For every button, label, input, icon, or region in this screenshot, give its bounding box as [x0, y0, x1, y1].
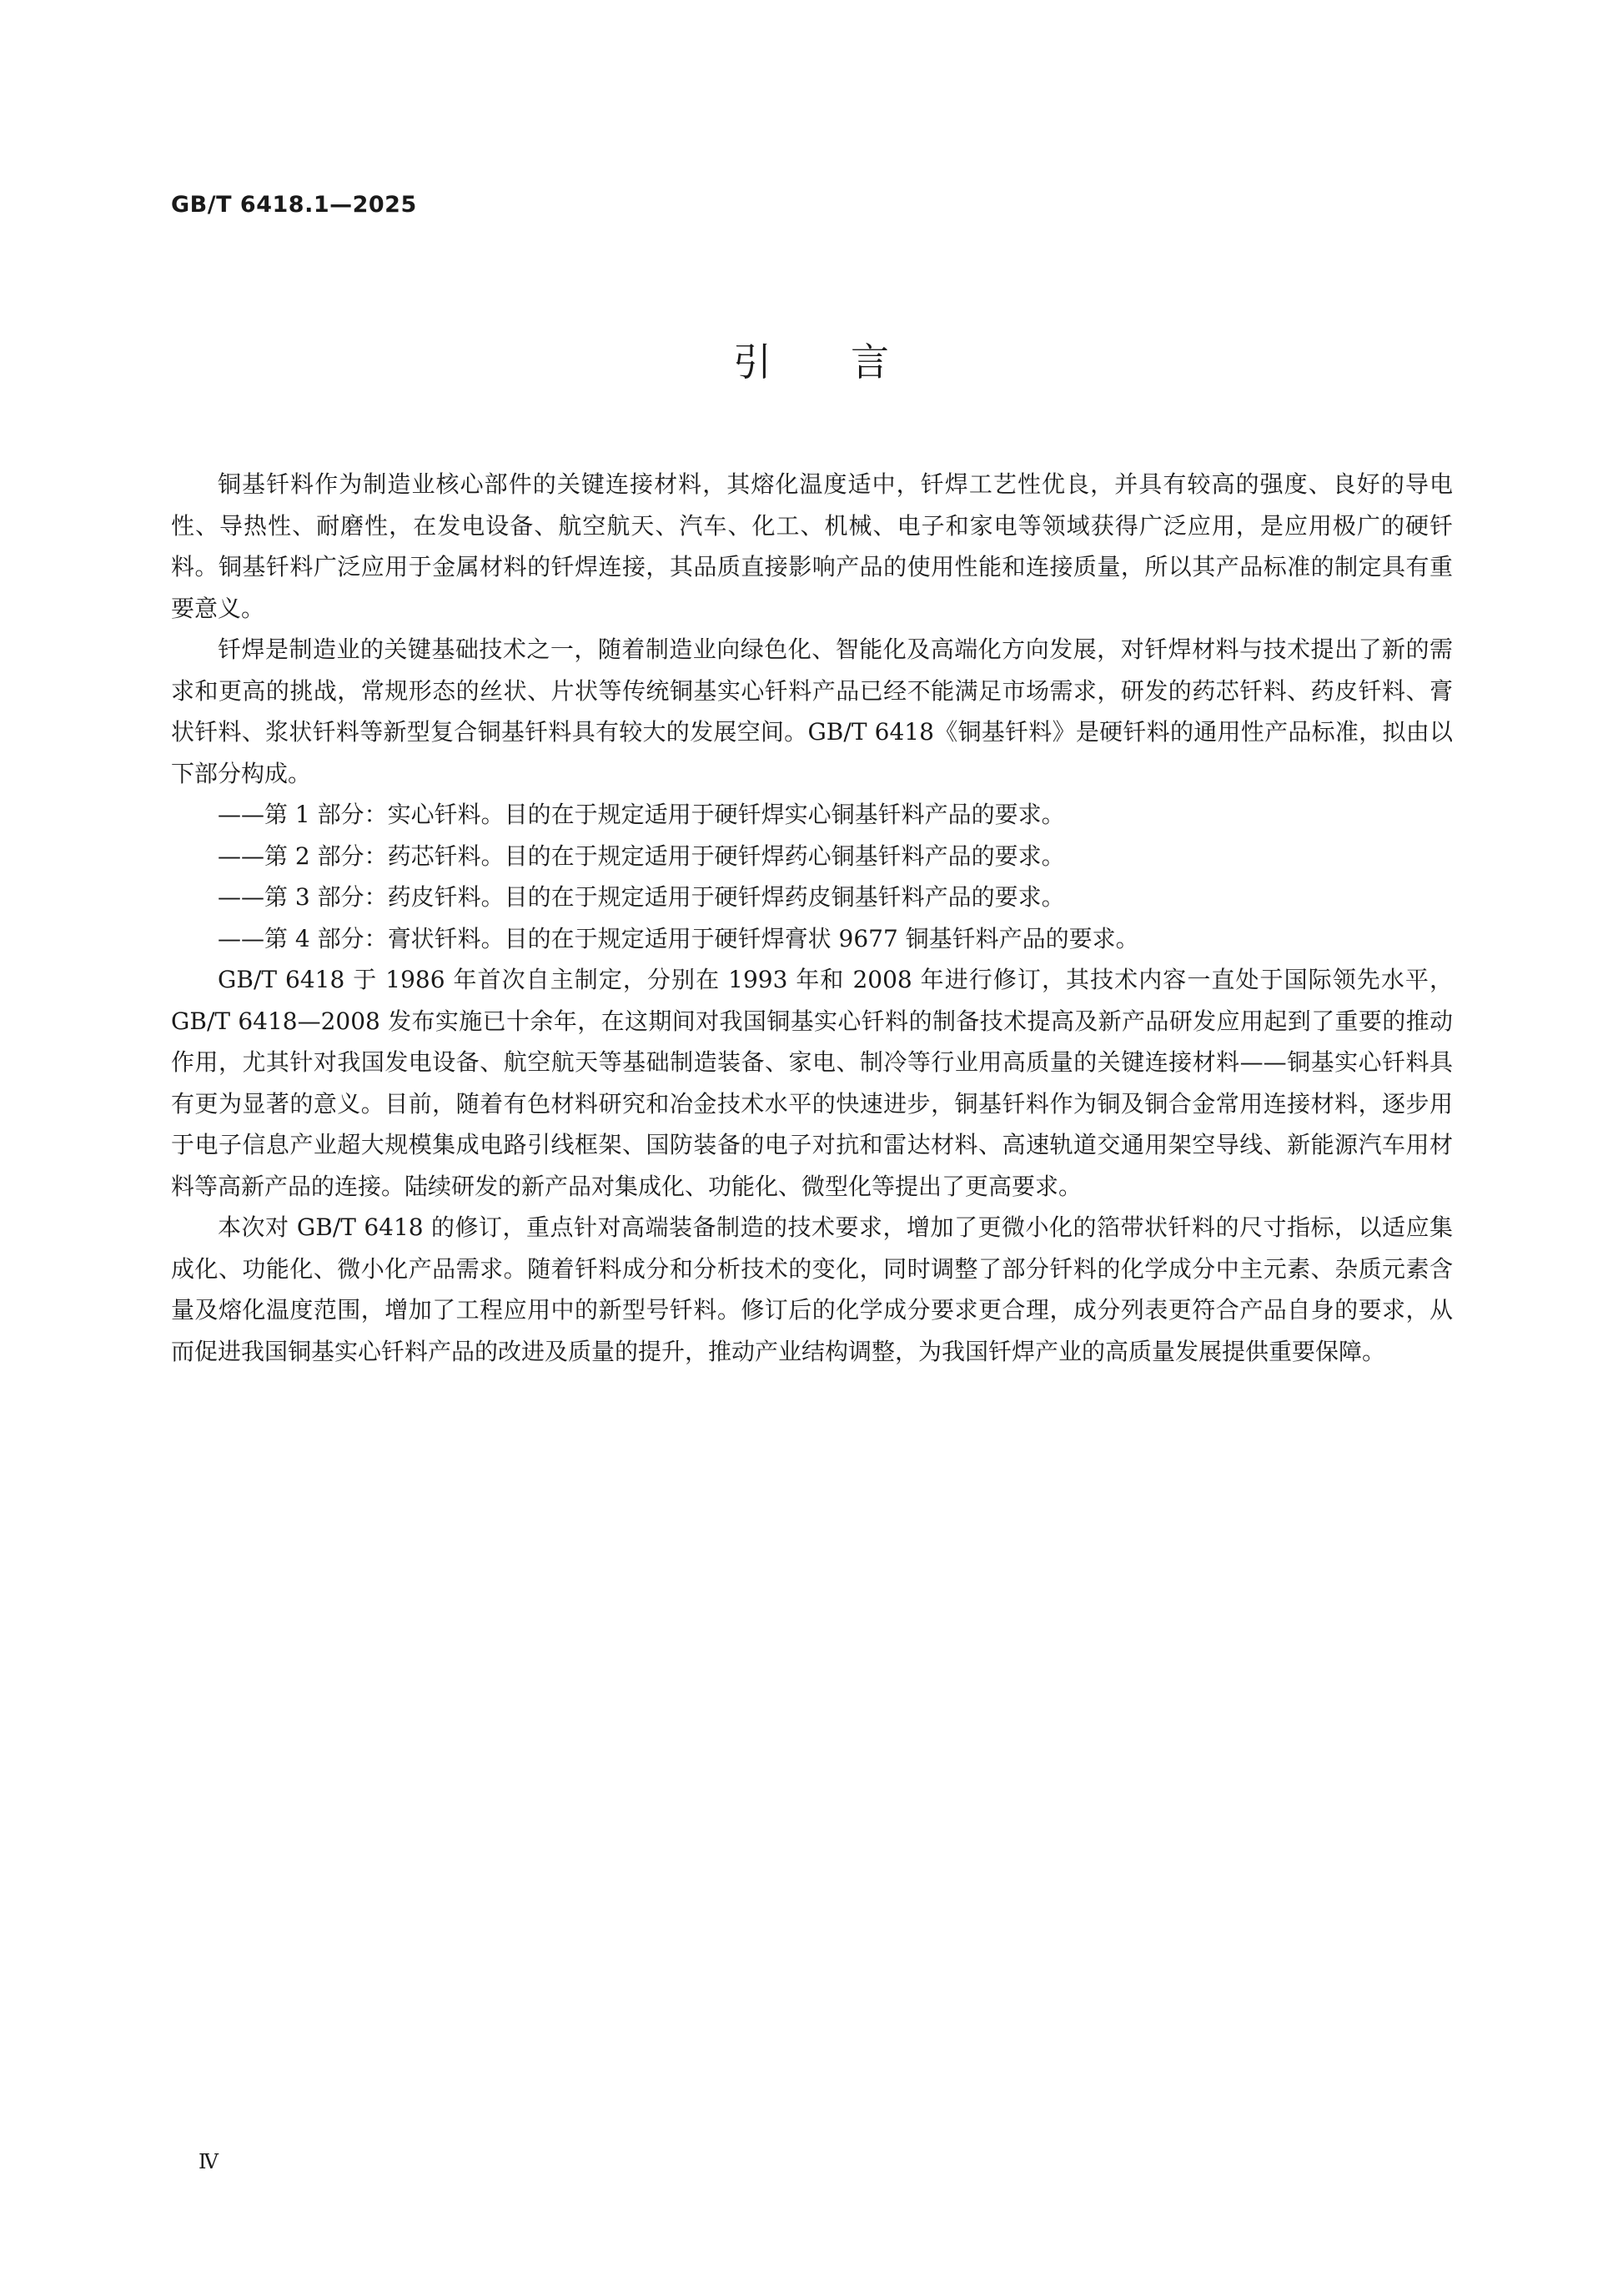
title-char-2: 言 [851, 339, 890, 384]
paragraph-4: 本次对 GB/T 6418 的修订，重点针对高端装备制造的技术要求，增加了更微小化的箔带状钎料的尺寸指标，以适应集成化、功能化、微小化产品需求。随着钎料成分和分析技术的变化，同时调整了部分钎料的化学成分中主元素、杂质元素含量及熔化温度范围，增加了工程应用中的新型号钎料。修订后的化学成分要求更合理，成分列表更符合产品自身的要求，从而促进我国铜基实心钎料产品的改进及质量的提升，推动产业结构调整，为我国钎焊产业的高质量发展提供重要保障。 [171, 1213, 1453, 1365]
page-number: Ⅳ [198, 2150, 219, 2173]
introduction-body [171, 464, 1453, 1372]
paragraph-3: GB/T 6418 于 1986 年首次自主制定，分别在 1993 年和 2008 年进行修订，其技术内容一直处于国际领先水平，GB/T 6418—2008 发布实施已十余年，在这期间对我国铜基实心钎料的制备技术提高及新产品研发应用起到了重要的推动作用，尤其针对我国发电设备、航空航天等基础制造装备、家电、制冷等行业用高质量的关键连接材料——铜基实心钎料具有更为显著的意义。目前，随着有色材料研究和冶金技术水平的快速进步，铜基钎料作为铜及铜合金常用连接材料，逐步用于电子信息产业超大规模集成电路引线框架、国防装备的电子对抗和雷达材料、高速轨道交通用架空导线、新能源汽车用材料等高新产品的连接。陆续研发的新产品对集成化、功能化、微型化等提出了更高要求。 [171, 966, 1453, 1200]
part-list-item-3: ——第 3 部分：药皮钎料。目的在于规定适用于硬钎焊药皮铜基钎料产品的要求。 [218, 883, 1065, 911]
part-list-item-1: ——第 1 部分：实心钎料。目的在于规定适用于硬钎焊实心铜基钎料产品的要求。 [218, 801, 1065, 828]
part-list-item-4: ——第 4 部分：膏状钎料。目的在于规定适用于硬钎焊膏状 9677 铜基钎料产品的要求。 [218, 924, 1139, 952]
page-title [0, 332, 1623, 387]
standard-code: GB/T 6418.1—2025 [171, 192, 417, 218]
paragraph-2: 钎焊是制造业的关键基础技术之一，随着制造业向绿色化、智能化及高端化方向发展，对钎焊材料与技术提出了新的需求和更高的挑战，常规形态的丝状、片状等传统铜基实心钎料产品已经不能满足市场需求，研发的药芯钎料、药皮钎料、膏状钎料、浆状钎料等新型复合铜基钎料具有较大的发展空间。GB/T 6418《铜基钎料》是硬钎料的通用性产品标准，拟由以下部分构成。 [171, 636, 1453, 787]
part-list-item-2: ——第 2 部分：药芯钎料。目的在于规定适用于硬钎焊药心铜基钎料产品的要求。 [218, 842, 1065, 870]
title-char-1: 引 [733, 339, 772, 384]
paragraph-1: 铜基钎料作为制造业核心部件的关键连接材料，其熔化温度适中，钎焊工艺性优良，并具有较高的强度、良好的导电性、导热性、耐磨性，在发电设备、航空航天、汽车、化工、机械、电子和家电等领域获得广泛应用，是应用极广的硬钎料。铜基钎料广泛应用于金属材料的钎焊连接，其品质直接影响产品的使用性能和连接质量，所以其产品标准的制定具有重要意义。 [171, 470, 1453, 622]
